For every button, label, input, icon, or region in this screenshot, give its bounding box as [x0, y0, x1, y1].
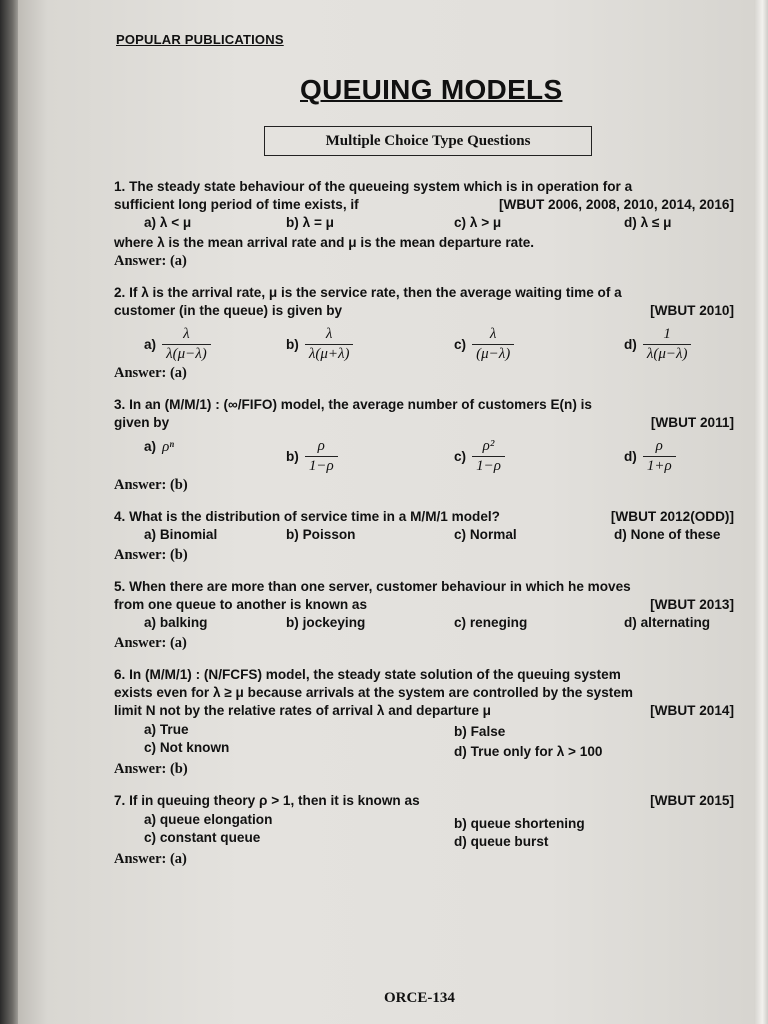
options	[114, 720, 734, 760]
numerator: λ	[183, 326, 190, 342]
option-d	[624, 438, 676, 475]
option-b: b) queue shortening	[454, 816, 585, 831]
numerator: ρ²	[482, 438, 495, 454]
option-a: a) True	[144, 722, 189, 737]
option-a: a) Binomial	[144, 527, 218, 542]
question-list	[114, 178, 734, 882]
page-edge	[754, 0, 768, 1024]
exam-tag: [WBUT 2011]	[650, 415, 734, 430]
fraction	[472, 326, 514, 363]
fraction	[305, 326, 354, 363]
option-b: b) jockeying	[286, 615, 366, 630]
numerator: ρ	[655, 438, 663, 454]
option-d: d) alternating	[624, 615, 711, 630]
option-c: c) Normal	[454, 527, 517, 542]
option-a: a) balking	[144, 615, 208, 630]
option-c: c) Not known	[144, 740, 230, 755]
denominator: λ(μ−λ)	[162, 344, 211, 363]
question-stem: 4. What is the distribution of service time in a M/M/1 model?	[114, 509, 500, 524]
denominator: 1−ρ	[305, 456, 338, 475]
question-stem-cont: sufficient long period of time exists, if	[114, 197, 359, 212]
option-b	[286, 438, 338, 475]
denominator: λ(μ+λ)	[305, 344, 354, 363]
options	[114, 320, 734, 364]
option-label: c)	[454, 336, 467, 352]
option-label: c)	[454, 448, 467, 464]
question-stem: 5. When there are more than one server, customer behaviour in which he moves	[114, 579, 631, 594]
option-d: d) True only for λ > 100	[454, 744, 603, 759]
answer: Answer: (a)	[114, 365, 187, 381]
option-d: d) queue burst	[454, 834, 549, 849]
answer: Answer: (a)	[114, 253, 187, 269]
page-code: ORCE-134	[384, 990, 455, 1006]
numerator: ρ	[317, 438, 325, 454]
option-c: c) reneging	[454, 615, 528, 630]
denominator: (μ−λ)	[472, 344, 514, 363]
option-d: d) None of these	[614, 527, 721, 542]
answer: Answer: (b)	[114, 547, 188, 563]
option-label: b)	[286, 448, 299, 464]
question-1	[114, 178, 734, 270]
option-b: b) False	[454, 724, 506, 739]
option-d	[624, 326, 691, 363]
answer: Answer: (a)	[114, 851, 187, 867]
option-d: d) λ ≤ μ	[624, 215, 672, 230]
book-spine-shadow	[0, 0, 18, 1024]
question-stem: 6. In (M/M/1) : (N/FCFS) model, the steady state solution of the queuing system	[114, 667, 621, 682]
question-stem-cont-2: limit N not by the relative rates of arrival λ and departure μ	[114, 703, 491, 718]
fraction	[305, 438, 338, 475]
option-c: c) constant queue	[144, 830, 261, 845]
section-heading-box	[264, 126, 592, 156]
exam-tag: [WBUT 2013]	[650, 597, 734, 612]
option-label: b)	[286, 336, 299, 352]
question-2	[114, 284, 734, 382]
question-6	[114, 666, 734, 778]
option-b: b) λ = μ	[286, 215, 334, 230]
option-label: d)	[624, 448, 637, 464]
chapter-title: QUEUING MODELS	[300, 74, 563, 105]
fraction	[472, 438, 505, 475]
option-c	[454, 438, 505, 475]
option-a	[144, 326, 211, 363]
option-label: a)	[144, 439, 157, 454]
fraction	[643, 326, 692, 363]
options	[114, 614, 734, 634]
answer: Answer: (a)	[114, 635, 187, 651]
fraction	[643, 438, 676, 475]
exam-tag: [WBUT 2015]	[650, 793, 734, 808]
option-c: c) λ > μ	[454, 215, 502, 230]
question-stem: 3. In an (M/M/1) : (∞/FIFO) model, the average number of customers E(n) is	[114, 397, 592, 412]
option-a: a) queue elongation	[144, 812, 273, 827]
denominator: 1+ρ	[643, 456, 676, 475]
question-7	[114, 792, 734, 868]
option-label: d)	[624, 336, 637, 352]
exam-tag: [WBUT 2012(ODD)]	[610, 509, 734, 524]
option-b: b) Poisson	[286, 527, 356, 542]
numerator: λ	[325, 326, 333, 342]
options	[114, 810, 734, 850]
question-stem-cont: given by	[114, 415, 170, 430]
exam-tag: [WBUT 2010]	[650, 303, 734, 318]
section-heading: Multiple Choice Type Questions	[325, 132, 531, 149]
question-4	[114, 508, 734, 564]
publisher-header: POPULAR PUBLICATIONS	[116, 32, 284, 47]
question-note: where λ is the mean arrival rate and μ is the mean departure rate.	[114, 235, 535, 250]
options	[114, 214, 734, 234]
option-a	[144, 438, 174, 456]
question-stem-cont: from one queue to another is known as	[114, 597, 368, 612]
option-a: a) λ < μ	[144, 215, 192, 230]
denominator: 1−ρ	[472, 456, 505, 475]
answer: Answer: (b)	[114, 761, 188, 777]
question-stem: 7. If in queuing theory ρ > 1, then it is known as	[114, 793, 420, 808]
question-stem: 1. The steady state behaviour of the queueing system which is in operation for a	[114, 179, 633, 194]
question-stem: 2. If λ is the arrival rate, μ is the service rate, then the average waiting time of a	[114, 285, 622, 300]
fraction	[162, 326, 211, 363]
question-3	[114, 396, 734, 494]
option-expression: ρⁿ	[162, 439, 175, 455]
option-c	[454, 326, 514, 363]
question-stem-cont: customer (in the queue) is given by	[114, 303, 343, 318]
options	[114, 432, 734, 476]
question-stem-cont: exists even for λ ≥ μ because arrivals at the system are controlled by the system	[114, 685, 633, 700]
numerator: 1	[663, 326, 671, 342]
denominator: λ(μ−λ)	[643, 344, 692, 363]
option-label: a)	[144, 336, 157, 352]
question-5	[114, 578, 734, 652]
numerator: λ	[489, 326, 497, 342]
exam-tag: [WBUT 2014]	[650, 703, 734, 718]
options	[114, 526, 734, 546]
option-b	[286, 326, 353, 363]
exam-tag: [WBUT 2006, 2008, 2010, 2014, 2016]	[498, 197, 734, 212]
answer: Answer: (b)	[114, 477, 188, 493]
